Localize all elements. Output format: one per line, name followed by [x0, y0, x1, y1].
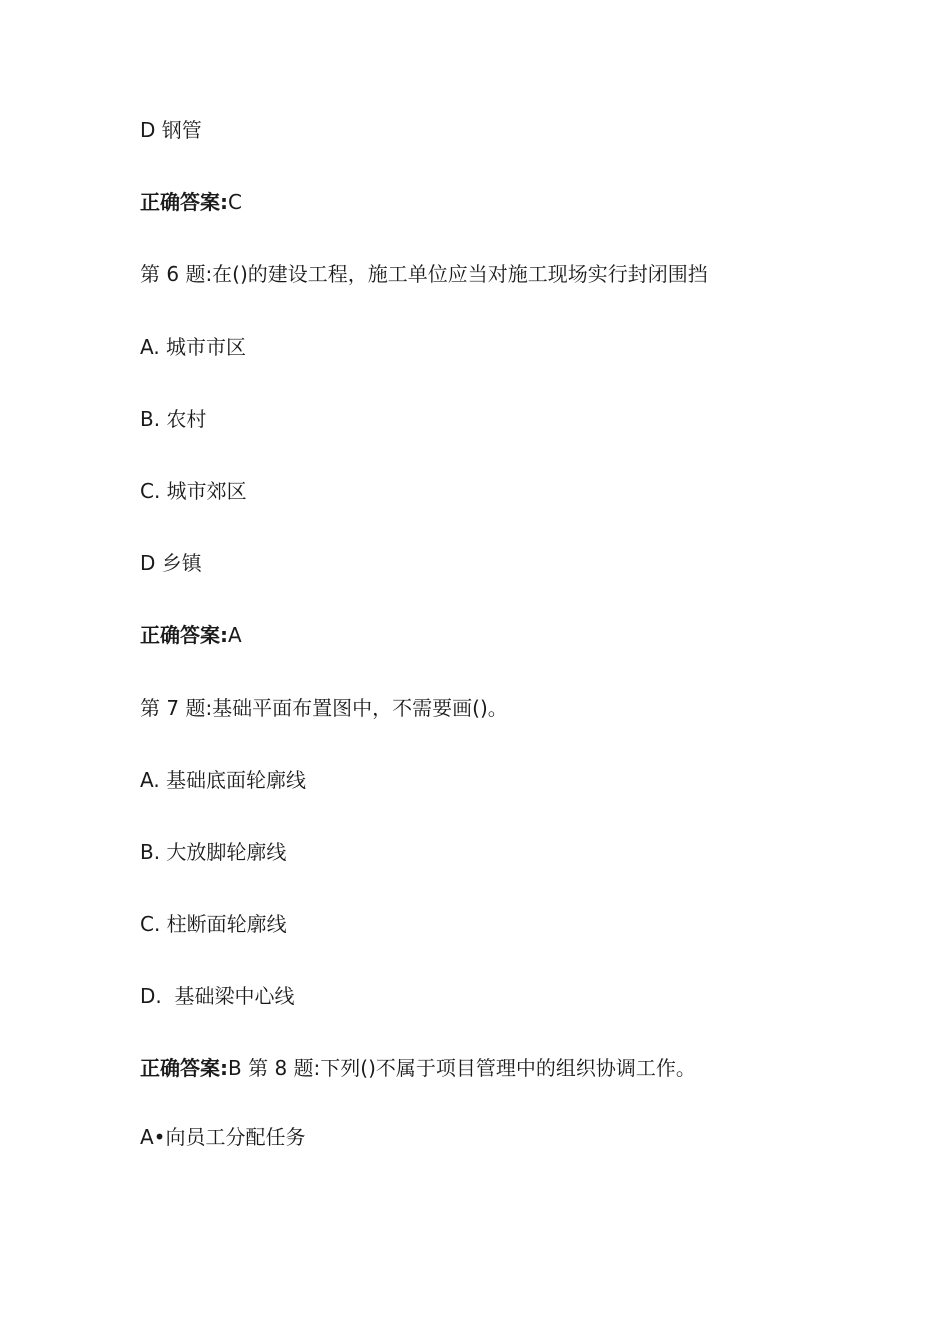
option-text: D 钢管 [140, 118, 202, 142]
answer-label: 正确答案: [140, 623, 228, 647]
q7-option-d [140, 984, 294, 1008]
q6-question [140, 262, 708, 286]
option-text: D 乡镇 [140, 551, 202, 575]
option-text: C. 城市郊区 [140, 479, 247, 503]
q5-correct-answer [140, 190, 242, 214]
question-text: 第 6 题:在()的建设工程，施工单位应当对施工现场实行封闭围挡 [140, 262, 708, 286]
q7-correct-answer-and-q8-question [140, 1056, 696, 1080]
answer-value: B [228, 1056, 242, 1080]
q8-option-a [140, 1125, 305, 1149]
q6-correct-answer [140, 623, 242, 647]
q6-option-c [140, 479, 247, 503]
q7-option-a [140, 768, 306, 792]
answer-value: A [228, 623, 242, 647]
q6-option-b [140, 407, 206, 431]
option-text: B. 大放脚轮廓线 [140, 840, 287, 864]
answer-value: C [228, 190, 242, 214]
q5-option-d [140, 118, 202, 142]
question-text: 第 8 题:下列()不属于项目管理中的组织协调工作。 [241, 1056, 696, 1080]
option-text: A. 城市市区 [140, 335, 247, 359]
option-text: C. 柱断面轮廓线 [140, 912, 287, 936]
q7-option-b [140, 840, 286, 864]
answer-label: 正确答案: [140, 1056, 228, 1080]
option-text: D. 基础梁中心线 [140, 984, 295, 1008]
q7-option-c [140, 912, 287, 936]
q6-option-d [140, 551, 202, 575]
option-text: A•向员工分配任务 [140, 1125, 306, 1149]
answer-label: 正确答案: [140, 190, 228, 214]
q6-option-a [140, 335, 246, 359]
q7-question [140, 696, 508, 720]
question-text: 第 7 题:基础平面布置图中，不需要画()。 [140, 696, 508, 720]
option-text: A. 基础底面轮廓线 [140, 768, 307, 792]
option-text: B. 农村 [140, 407, 207, 431]
